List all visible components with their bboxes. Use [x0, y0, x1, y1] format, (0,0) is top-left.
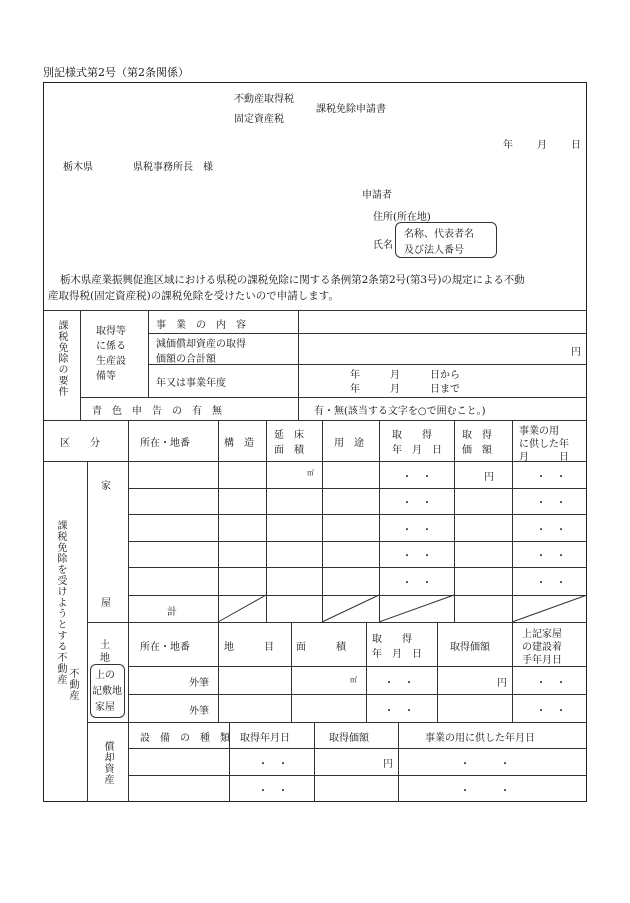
property-sub-label: 不動産: [67, 668, 78, 701]
house-row3-biz-date: ・ ・: [536, 525, 566, 536]
land-header-build-2: の建設着: [522, 642, 562, 653]
name-label: 氏名: [373, 240, 393, 251]
header-acq-price-1: 取 得: [462, 430, 492, 441]
land-header-build-1: 上記家屋: [522, 629, 562, 640]
land-bracket-line3: 家屋: [95, 702, 115, 713]
address-label: 住所(所在地): [373, 212, 431, 223]
dep-header-biz-date: 事業の用に供した年月日: [425, 733, 535, 744]
land-header-chimoku: 地 目: [224, 642, 274, 653]
house-bottom-label: 屋: [101, 598, 111, 609]
header-acq-price-2: 価 額: [462, 445, 492, 456]
blue-return-label: 青 色 申 告 の 有 無: [92, 406, 222, 417]
land-row1-build-date: ・ ・: [536, 678, 566, 689]
group-label-3: 生産設: [96, 356, 126, 367]
land-row1-yen: 円: [497, 678, 507, 689]
house-row5-biz-date: ・ ・: [536, 578, 566, 589]
house-top-label: 家: [101, 481, 111, 492]
header-floor-2: 面 積: [274, 445, 304, 456]
period-from: 年 月 日から: [350, 370, 460, 381]
header-acq-date-2: 年 月 日: [392, 445, 442, 456]
header-category: 区 分: [60, 438, 100, 449]
group-label-4: 備等: [96, 371, 116, 382]
document-title: 課税免除申請書: [316, 104, 386, 115]
addressee-pref: 栃木県: [63, 162, 93, 173]
tax-type-bottom: 固定資産税: [234, 114, 284, 125]
house-row5-acq-date: ・ ・: [402, 578, 432, 589]
header-location: 所在・地番: [140, 438, 190, 449]
addressee-office: 県税事務所長 様: [133, 162, 213, 173]
group-label-2: に係る: [96, 341, 126, 352]
fiscal-year-label: 年又は事業年度: [156, 378, 226, 389]
group-label-1: 取得等: [96, 326, 126, 337]
dep-row1-yen: 円: [383, 759, 393, 770]
header-biz-date-3: 月 日: [519, 452, 569, 463]
requirements-side-label: 課税免除の要件: [56, 320, 67, 397]
dep-header-acq-date: 取得年月日: [240, 733, 290, 744]
form-label: 別記様式第2号（第2条関係）: [43, 66, 189, 79]
depreciable-total-line1: 減価償却資産の取得: [156, 339, 246, 350]
land-bracket-line1: 上の: [95, 670, 115, 681]
header-biz-date-1: 事業の用: [519, 426, 559, 437]
dep-row2-biz-date: ・ ・: [460, 786, 510, 797]
land-header-acq-price: 取得価額: [450, 642, 490, 653]
dep-header-acq-price: 取得価額: [329, 733, 369, 744]
land-header-acq-date-1: 取 得: [372, 634, 412, 645]
blue-return-value: 有・無(該当する文字を○で囲むこと。): [314, 406, 486, 417]
applicant-label: 申請者: [362, 190, 392, 201]
land-bracket-line2: 記敷地: [92, 686, 122, 697]
land-row1-outer-lot: 外筆: [189, 678, 209, 689]
header-biz-date-2: に供した年: [519, 439, 569, 450]
land-header-build-3: 手年月日: [522, 655, 562, 666]
land-header-area: 面 積: [296, 642, 346, 653]
date-year: 年: [503, 140, 513, 151]
house-row1-acq-date: ・ ・: [402, 472, 432, 483]
header-structure: 構 造: [224, 438, 254, 449]
land-row2-build-date: ・ ・: [536, 706, 566, 717]
dep-row2-acq-date: ・ ・: [258, 786, 288, 797]
house-row3-acq-date: ・ ・: [402, 525, 432, 536]
house-total-label: 計: [167, 607, 177, 618]
land-row2-outer-lot: 外筆: [189, 706, 209, 717]
house-row1-yen: 円: [484, 472, 494, 483]
land-row1-acq-date: ・ ・: [384, 678, 414, 689]
depreciable-total-yen: 円: [571, 347, 581, 358]
property-side-label: 課税免除を受けようとする不動産: [55, 520, 66, 685]
body-text-line2: 産取得税(固定資産税)の課税免除を受けたいので申請します。: [48, 290, 339, 302]
land-header-acq-date-2: 年 月 日: [372, 649, 422, 660]
header-use: 用 途: [334, 438, 364, 449]
date-month: 月: [537, 140, 547, 151]
depreciable-side-label: 償却資産: [102, 741, 113, 785]
house-row4-biz-date: ・ ・: [536, 551, 566, 562]
business-content-label: 事 業 の 内 容: [156, 320, 246, 331]
house-row1-sqm: ㎡: [307, 469, 314, 477]
body-text-line1: 栃木県産業振興促進区域における県税の課税免除に関する条例第2条第2号(第3号)の規定による不動: [60, 274, 525, 286]
name-note-line2: 及び法人番号: [404, 245, 464, 256]
dep-row1-biz-date: ・ ・: [460, 759, 510, 770]
tax-type-top: 不動産取得税: [234, 94, 294, 105]
name-note-line1: 名称、代表者名: [404, 229, 474, 240]
header-floor-1: 延 床: [274, 430, 304, 441]
land-row1-sqm: ㎡: [350, 676, 357, 684]
period-to: 年 月 日まで: [350, 384, 460, 395]
land-row2-acq-date: ・ ・: [384, 706, 414, 717]
land-label-2: 地: [100, 653, 110, 664]
dep-row1-acq-date: ・ ・: [258, 759, 288, 770]
depreciable-total-line2: 価額の合計額: [156, 354, 216, 365]
house-row4-acq-date: ・ ・: [402, 551, 432, 562]
header-acq-date-1: 取 得: [392, 430, 432, 441]
land-label-1: 土: [100, 640, 110, 651]
land-header-location: 所在・地番: [140, 642, 190, 653]
dep-header-equipment: 設 備 の 種 類: [140, 733, 230, 744]
date-day: 日: [571, 140, 581, 151]
house-row2-acq-date: ・ ・: [402, 498, 432, 509]
house-row1-biz-date: ・ ・: [536, 472, 566, 483]
house-row2-biz-date: ・ ・: [536, 498, 566, 509]
